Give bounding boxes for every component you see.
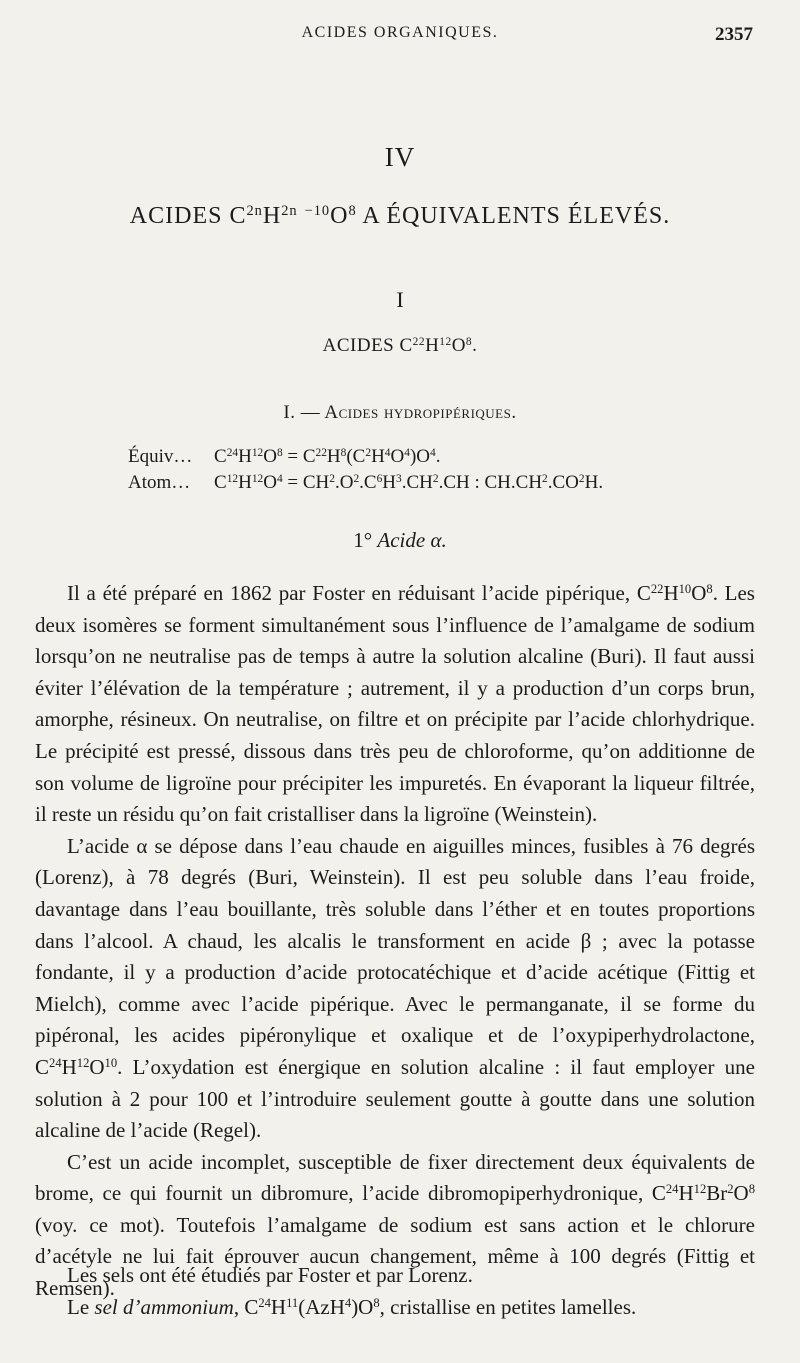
paragraph: Il a été préparé en 1862 par Foster en réduisant l’acide pipérique, $C^{22}H^{10}O^8$. Les deux isomères se forment simultanément sous l’influence de l’amalgame de sodium lorsqu’on ne neutralise pas de temps à autre la solution alcaline (Buri). Il faut aussi éviter l’élévation de la température ; autrement, il y a production d’un corps brun, amorphe, résineux. On neutralise, on filtre et on précipite par l’acide chlorhydrique. Le précipité est pressé, dissous dans très peu de chloroforme, qu’on additionne de son volume de ligroïne pour précipiter les impuretés. En évaporant la liqueur filtrée, il reste un résidu qu’on fait cristalliser dans la ligroïne (Weinstein). (35, 581, 755, 827)
section-title: ACIDES $C^{2n}H^{2n}$ $^{-10}O^8$ A ÉQUIVALENTS ÉLEVÉS. (129, 203, 671, 229)
formula-label: Équiv… (128, 446, 193, 467)
formula-label: Atom… (128, 472, 191, 493)
paragraph: Le sel d’ammonium, $C^{24}H^{11}(AzH^4)O^8$, cristallise en petites lamelles. (67, 1294, 637, 1319)
formula-atom (128, 470, 603, 496)
page-header (0, 24, 800, 54)
body-text (35, 578, 755, 1305)
salts-text (35, 1260, 755, 1323)
subsection-title: ACIDES $C^{22}H^{12}O^8$. (322, 335, 478, 356)
paragraph: C’est un acide incomplet, susceptible de fixer directement deux équivalents de brome, ce qui fournit un dibromure, l’acide dibromopiperhydronique, $C^{24}H^{12}Br^2O^8$ (voy. ce mot). Toutefois l’amalgame de sodium est sans action et le chlorure d’acétyle ne lui fait éprouver aucun changement, même à 100 degrés (Fittig et Remsen). (35, 1149, 755, 1301)
group-title: I. — Acides hydropipériques. (283, 402, 517, 423)
formula-value: $C^{24}H^{12}O^8 = C^{22}H^8(C^2H^4O^4)O^4$. (214, 446, 441, 467)
formula-value: $C^{12}H^{12}O^4 = CH^2.O^2.C^6H^3.CH^2.CH$ : $CH.CH^2.CO^2H$. (214, 472, 604, 493)
page-number: 2357 (715, 24, 753, 45)
formula-block (128, 444, 603, 496)
paragraph: L’acide α se dépose dans l’eau chaude en aiguilles minces, fusibles à 76 degrés (Lorenz), à 78 degrés (Buri, Weinstein). Il est peu soluble dans l’eau froide, davantage dans l’eau bouillante, très soluble dans l’éther et en toutes proportions dans l’alcool. A chaud, les alcalis le transforment en acide β ; avec la potasse fondante, il y a production d’acide protocatéchique et d’acide acétique (Fittig et Mielch), comme avec l’acide pipérique. Avec le permanganate, il se forme du pipéronal, les acides pipéronylique et oxalique et de l’oxypiperhydrolactone, $C^{24}H^{12}O^{10}$. L’oxydation est énergique en solution alcaline : il faut employer une solution à 2 pour 100 et l’introduire seulement goutte à goutte dans une solution alcaline de l’acide (Regel). (35, 833, 755, 1143)
acid-heading: 1° Acide α. (353, 528, 447, 552)
paragraph: Les sels ont été étudiés par Foster et par Lorenz. (67, 1263, 473, 1287)
formula-equiv (128, 444, 603, 470)
section-numeral: IV (384, 142, 416, 172)
running-title: ACIDES ORGANIQUES. (301, 24, 499, 41)
subsection-numeral: I (396, 287, 404, 312)
